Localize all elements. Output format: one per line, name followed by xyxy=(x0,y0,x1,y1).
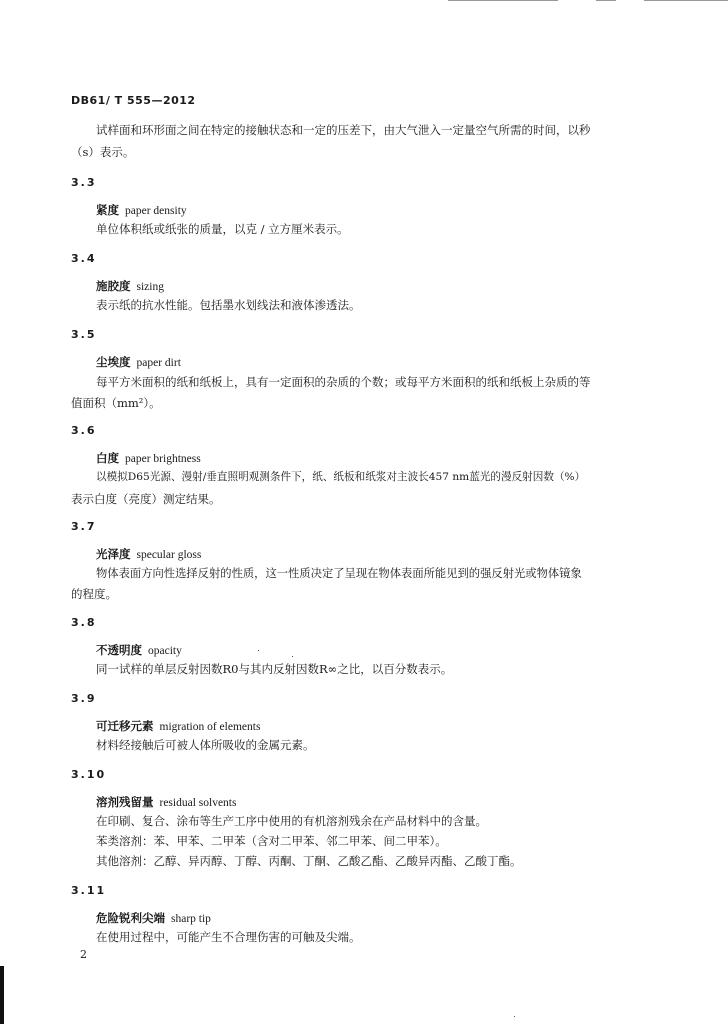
term-heading xyxy=(96,718,260,734)
term-en: paper brightness xyxy=(125,453,201,465)
term-en: paper dirt xyxy=(136,357,181,369)
section-number: 3.10 xyxy=(71,768,107,781)
definition-line: 其他溶剂：乙醇、异丙醇、丁醇、丙酮、丁酮、乙酸乙酯、乙酸异丙酯、乙酸丁酯。 xyxy=(96,854,522,868)
definition-line: 表示白度（亮度）测定结果。 xyxy=(71,492,221,506)
section-number: 3.11 xyxy=(71,884,107,897)
section-number: 3.3 xyxy=(71,176,97,189)
definition-line: 物体表面方向性选择反射的性质，这一性质决定了呈现在物体表面所能见到的强反射光或物体镜象 xyxy=(96,567,582,580)
term-zh: 尘埃度 xyxy=(96,355,131,369)
scan-speck xyxy=(514,1016,515,1017)
definition-line: 在印刷、复合、涂布等生产工序中使用的有机溶剂残余在产品材料中的含量。 xyxy=(96,814,487,828)
section-number: 3.5 xyxy=(71,328,97,341)
term-heading xyxy=(96,450,201,466)
term-heading xyxy=(96,794,236,810)
term-en: specular gloss xyxy=(136,549,202,561)
scan-edge-mark xyxy=(0,966,4,1024)
page-number: 2 xyxy=(80,948,87,961)
term-heading xyxy=(96,354,181,370)
standard-code: DB61/ T 555—2012 xyxy=(71,94,196,107)
definition-line: 表示纸的抗水性能。包括墨水划线法和液体渗透法。 xyxy=(96,298,361,312)
continuation-line-2: （s）表示。 xyxy=(71,145,135,159)
term-heading xyxy=(96,546,201,562)
section-number: 3.9 xyxy=(71,692,97,705)
definition-line: 单位体积纸或纸张的质量，以克 / 立方厘米表示。 xyxy=(96,222,349,236)
term-heading xyxy=(96,642,182,658)
definition-line: 材料经接触后可被人体所吸收的金属元素。 xyxy=(96,738,315,752)
term-en: sizing xyxy=(136,281,164,293)
definition-line: 的程度。 xyxy=(71,587,117,601)
term-zh: 白度 xyxy=(96,451,119,465)
section-number: 3.7 xyxy=(71,520,97,533)
scan-rule xyxy=(448,0,558,1)
definition-line: 同一试样的单层反射因数R0与其内反射因数R∞之比，以百分数表示。 xyxy=(96,662,453,676)
section-number: 3.6 xyxy=(71,424,97,437)
scan-speck xyxy=(292,656,293,657)
term-en: paper density xyxy=(125,205,187,217)
term-zh: 光泽度 xyxy=(96,547,131,561)
scan-speck xyxy=(258,650,259,651)
term-heading xyxy=(96,202,187,218)
definition-line: 每平方米面积的纸和纸板上，具有一定面积的杂质的个数；或每平方米面积的纸和纸板上杂质的等 xyxy=(96,375,591,389)
term-zh: 可迁移元素 xyxy=(96,719,154,733)
scan-rule xyxy=(596,0,616,1)
term-heading xyxy=(96,278,164,294)
definition-line: 以模拟D65光源、漫射/垂直照明观测条件下，纸、纸板和纸浆对主波长457 nm蓝光的漫反射因数（%） xyxy=(96,471,586,483)
definition-line: 值面积（mm²）。 xyxy=(71,396,161,410)
term-zh: 溶剂残留量 xyxy=(96,795,154,809)
section-number: 3.4 xyxy=(71,252,97,265)
section-number: 3.8 xyxy=(71,616,97,629)
term-zh: 危险锐利尖端 xyxy=(96,911,165,925)
definition-line: 在使用过程中，可能产生不合理伤害的可触及尖端。 xyxy=(96,930,361,944)
scan-rule xyxy=(644,0,728,1)
term-zh: 施胶度 xyxy=(96,279,131,293)
term-en: opacity xyxy=(148,645,182,657)
continuation-line-1: 试样面和环形面之间在特定的接触状态和一定的压差下，由大气泄入一定量空气所需的时间，以秒 xyxy=(96,123,591,137)
term-zh: 不透明度 xyxy=(96,643,142,657)
term-en: sharp tip xyxy=(171,913,211,925)
term-heading xyxy=(96,910,211,926)
term-zh: 紧度 xyxy=(96,203,119,217)
term-en: migration of elements xyxy=(159,721,261,733)
definition-line: 苯类溶剂：苯、甲苯、二甲苯（含对二甲苯、邻二甲苯、间二甲苯）。 xyxy=(96,834,447,848)
term-en: residual solvents xyxy=(159,797,237,809)
